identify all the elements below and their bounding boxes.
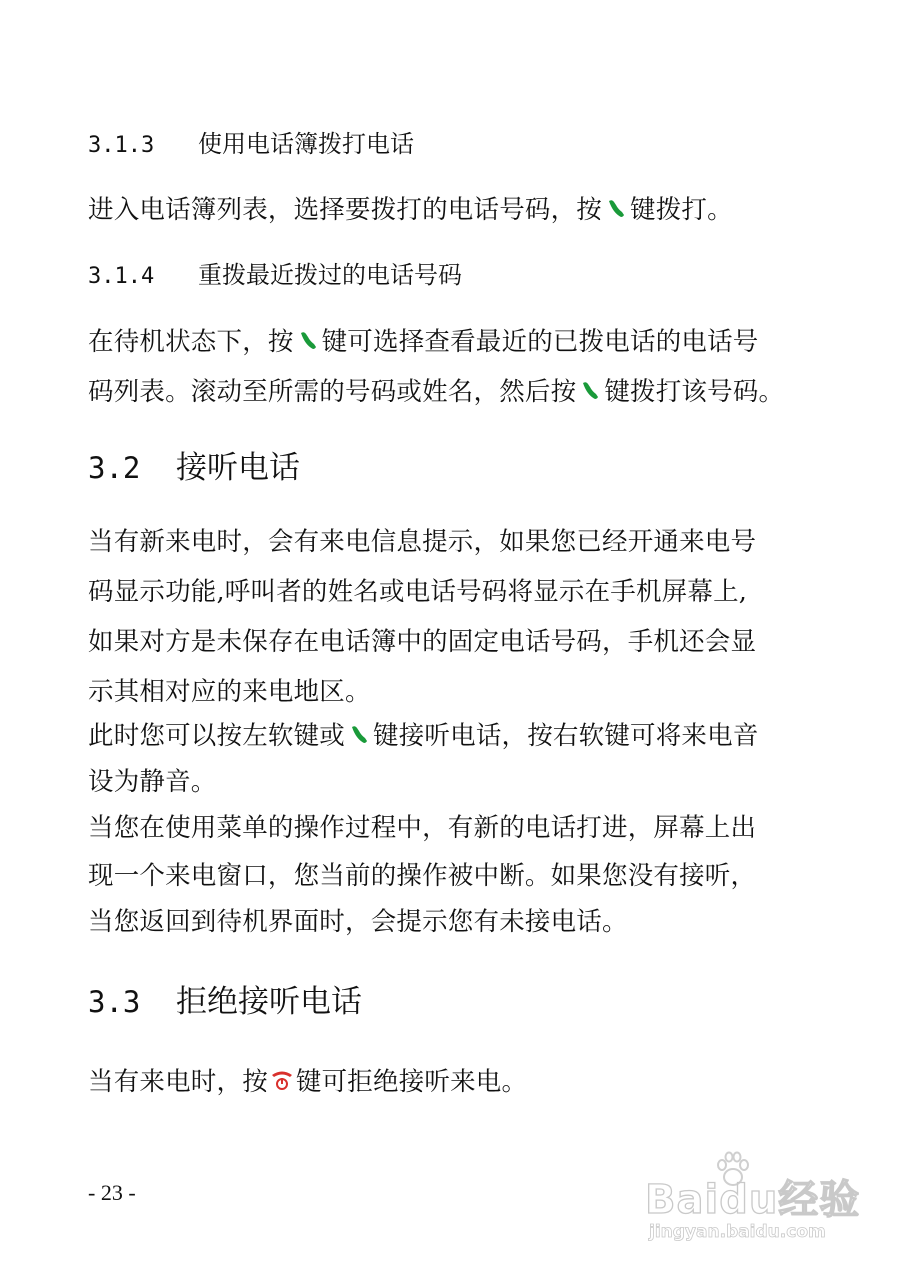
paragraph-redial-line-1	[88, 322, 759, 358]
text-span: 码列表。滚动至所需的号码或姓名，然后按	[88, 377, 577, 407]
paragraph-answer-line-2: 设为静音。	[88, 767, 217, 797]
paragraph-menu-line-2: 现一个来电窗口，您当前的操作被中断。如果您没有接听，	[88, 861, 757, 891]
paragraph-reject	[88, 1062, 527, 1098]
paragraph-menu-line-3: 当您返回到待机界面时，会提示您有未接电话。	[88, 907, 628, 937]
heading-title: 接听电话	[176, 450, 300, 486]
paragraph-redial-line-2	[88, 372, 784, 408]
paragraph-incoming-line-4: 示其相对应的来电地区。	[88, 677, 371, 707]
watermark-url: jingyan.baidu.com	[649, 1222, 826, 1242]
heading-3-2	[88, 442, 300, 487]
text-span: 进入电话簿列表，选择要拨打的电话号码，按	[88, 195, 603, 225]
heading-title: 重拨最近拨过的电话号码	[198, 261, 462, 289]
page-number: - 23 -	[88, 1180, 136, 1205]
watermark-logo: Baidu经验	[645, 1177, 861, 1223]
paragraph-answer-line-1	[88, 716, 759, 752]
text-span: 在待机状态下，按	[88, 327, 294, 357]
text-span: 键拨打该号码。	[604, 377, 785, 407]
call-key-icon	[295, 327, 321, 353]
text-span: 键接听电话，按右软键可将来电音	[373, 721, 759, 751]
heading-number: 3.3	[88, 985, 141, 1019]
call-key-icon	[346, 721, 372, 747]
text-span: 键可拒绝接听来电。	[295, 1067, 528, 1097]
paragraph-menu-line-1: 当您在使用菜单的操作过程中，有新的电话打进，屏幕上出	[88, 813, 757, 843]
heading-3-1-3	[88, 124, 414, 159]
heading-3-1-4	[88, 255, 462, 290]
text-span: 此时您可以按左软键或	[88, 721, 346, 751]
text-span: 键可选择查看最近的已拨电话的电话号	[321, 327, 759, 357]
text-span: 当有来电时，按	[88, 1067, 268, 1097]
call-key-icon	[577, 377, 603, 403]
end-key-icon	[269, 1067, 295, 1093]
paragraph-incoming-line-2: 码显示功能,呼叫者的姓名或电话号码将显示在手机屏幕上,	[88, 577, 748, 607]
heading-number: 3.2	[88, 451, 141, 485]
heading-number: 3.1.4	[88, 264, 155, 289]
heading-title: 拒绝接听电话	[176, 984, 362, 1020]
heading-title: 使用电话簿拨打电话	[198, 130, 414, 158]
call-key-icon	[603, 195, 629, 221]
paragraph-phonebook-dial	[88, 190, 733, 226]
paragraph-incoming-line-3: 如果对方是未保存在电话簿中的固定电话号码，手机还会显	[88, 627, 757, 657]
baidu-watermark	[645, 1150, 885, 1260]
text-span: 键拨打。	[630, 195, 733, 225]
heading-3-3	[88, 976, 362, 1021]
paragraph-incoming-line-1: 当有新来电时，会有来电信息提示，如果您已经开通来电号	[88, 527, 757, 557]
heading-number: 3.1.3	[88, 133, 155, 158]
